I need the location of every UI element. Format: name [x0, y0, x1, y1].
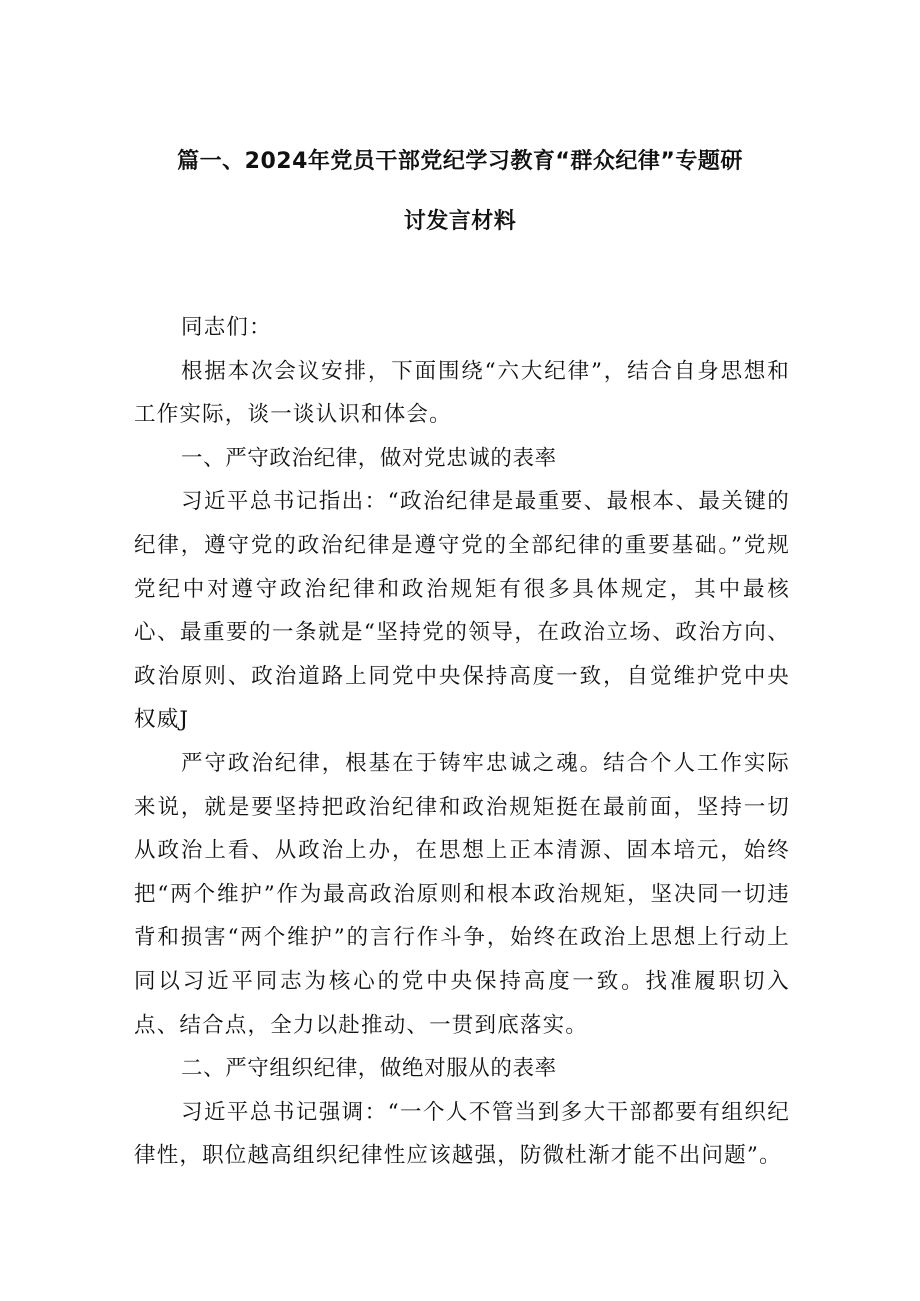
- document-body: [134, 306, 790, 1178]
- section-2-heading: 二、严守组织纪律，做绝对服从的表率: [181, 1056, 557, 1082]
- intro-paragraph: 根据本次会议安排，下面围绕“六大纪律”，结合自身思想和工作实际，谈一谈认识和体会。: [134, 358, 790, 428]
- section-2-paragraph-1: 习近平总书记强调：“一个人不管当到多大干部都要有组织纪律性，职位越高组织纪律性应该越强，防微杜渐才能不出问题”。: [134, 1099, 790, 1169]
- section-1-heading: 一、严守政治纪律，做对党忠诚的表率: [181, 445, 557, 471]
- document-title-line-1: 篇一、2024年党员干部党纪学习教育“群众纪律”专题研: [177, 149, 743, 174]
- section-1-paragraph-2: 严守政治纪律，根基在于铸牢忠诚之魂。结合个人工作实际来说，就是要坚持把政治纪律和政治规矩挺在最前面，坚持一切从政治上看、从政治上办，在思想上正本清源、固本培元，始终把“两个维护”作为最高政治原则和根本政治规矩，坚决同一切违背和损害“两个维护”的言行作斗争，始终在政治上思想上行动上同以习近平同志为核心的党中央保持高度一致。找准履职切入点、结合点，全力以赴推动、一贯到底落实。: [134, 750, 790, 1038]
- salutation: 同志们：: [181, 315, 272, 340]
- document-title-line-2: 讨发言材料: [403, 209, 517, 234]
- section-1-paragraph-1: 习近平总书记指出：“政治纪律是最重要、最根本、最关键的纪律，遵守党的政治纪律是遵守党的全部纪律的重要基础。”党规党纪中对遵守政治纪律和政治规矩有很多具体规定，其中最核心、最重要的一条就是“坚持党的领导，在政治立场、政治方向、政治原则、政治道路上同党中央保持高度一致，自觉维护党中央权威J: [134, 489, 790, 733]
